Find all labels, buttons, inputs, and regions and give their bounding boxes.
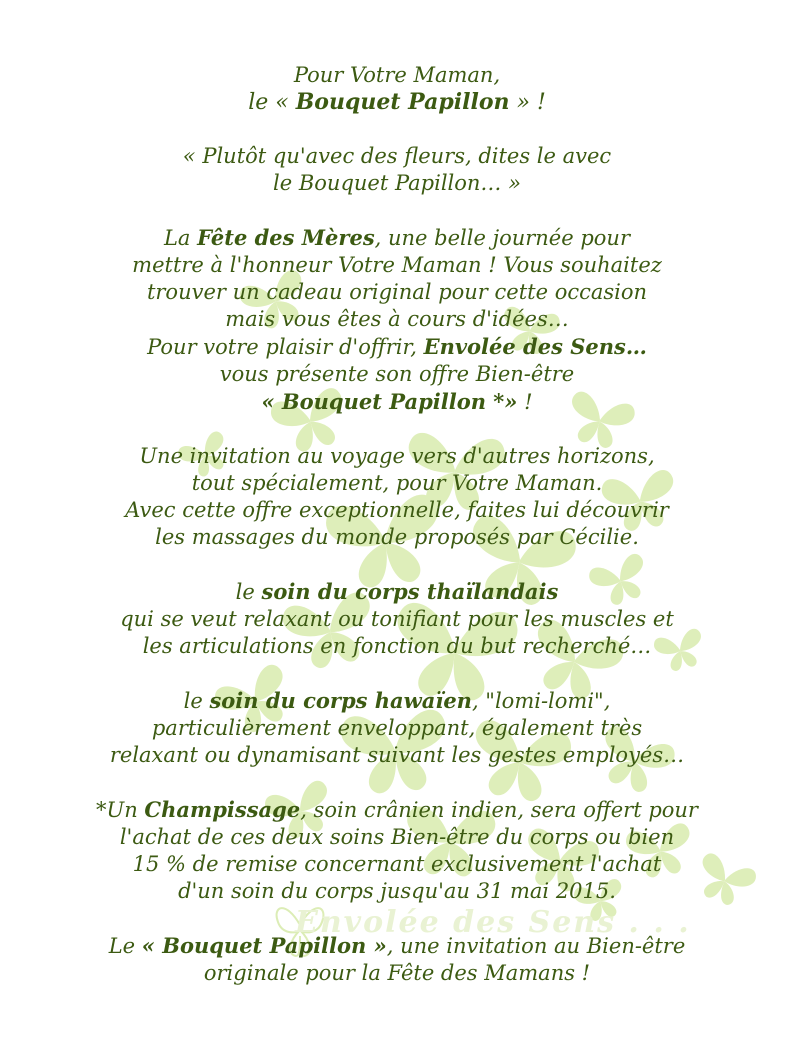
title-bouquet-papillon: Bouquet Papillon (295, 89, 510, 115)
closing-offer-name: « Bouquet Papillon » (141, 933, 387, 958)
intro-prefix: La (163, 226, 198, 250)
intro-line-5 (0, 333, 794, 361)
brand-name: Envolée des Sens… (423, 334, 647, 359)
invitation-line-4: les massages du monde proposés par Cécilie. (155, 525, 639, 549)
offer-suffix: , soin crânien indien, sera offert pour (300, 798, 698, 822)
thai-massage-name: soin du corps thaïlandais (261, 579, 559, 604)
hawai-line-2: particulièrement enveloppant, également très (151, 716, 643, 740)
offer-line-2: l'achat de ces deux soins Bien-être du corps ou bien (119, 825, 675, 849)
thai-prefix: le (235, 580, 262, 604)
title-line-1: Pour Votre Maman, (293, 63, 501, 87)
closing-line-2: originale pour la Fête des Mamans ! (203, 961, 591, 985)
intro-suffix: , une belle journée pour (374, 226, 630, 250)
thai-line-3: les articulations en fonction du but recherché… (142, 634, 652, 658)
invitation-line-2: tout spécialement, pour Votre Maman. (191, 471, 603, 495)
hawai-line-1 (0, 687, 794, 715)
intro-line-1 (0, 224, 794, 252)
offer-line-1 (0, 796, 794, 824)
intro-line-6: vous présente son offre Bien-être (219, 362, 575, 386)
intro-offrir: Pour votre plaisir d'offrir, (147, 335, 424, 359)
offer-line-3: 15 % de remise concernant exclusivement l'achat (132, 852, 662, 876)
intro-line-4: mais vous êtes à cours d'idées… (225, 307, 569, 331)
offer-name: « Bouquet Papillon *» (261, 389, 518, 414)
hawai-line-3: relaxant ou dynamisant suivant les gestes employés… (109, 743, 685, 767)
offer-line-4: d'un soin du corps jusqu'au 31 mai 2015. (178, 879, 616, 903)
fete-des-meres: Fête des Mères (197, 225, 375, 250)
quote-line-2: le Bouquet Papillon… » (273, 171, 521, 195)
closing-prefix: Le (108, 934, 142, 958)
champissage: Champissage (144, 797, 301, 822)
hawai-suffix: , "lomi-lomi", (471, 689, 611, 713)
flyer-text (0, 62, 794, 987)
offer-prefix: *Un (96, 798, 145, 822)
closing-suffix: , une invitation au Bien-être (386, 934, 686, 958)
title-line-2 (0, 89, 794, 116)
thai-line-2: qui se veut relaxant ou tonifiant pour les muscles et (120, 607, 674, 631)
intro-line-7 (0, 388, 794, 416)
intro-line-2: mettre à l'honneur Votre Maman ! Vous souhaitez (132, 253, 662, 277)
intro-line-3: trouver un cadeau original pour cette occasion (146, 280, 648, 304)
offer-exclamation: ! (517, 390, 533, 414)
quote-line-1: « Plutôt qu'avec des fleurs, dites le avec (182, 144, 612, 168)
watermark-logo: Envolée des Sens . . . (295, 905, 691, 940)
title-prefix: le « (248, 90, 296, 115)
closing-line-1 (0, 932, 794, 960)
hawai-prefix: le (183, 689, 210, 713)
thai-line-1 (0, 578, 794, 606)
hawai-massage-name: soin du corps hawaïen (209, 688, 472, 713)
invitation-line-3: Avec cette offre exceptionnelle, faites lui découvrir (125, 498, 669, 522)
title-suffix: » ! (509, 90, 546, 115)
invitation-line-1: Une invitation au voyage vers d'autres horizons, (139, 444, 655, 468)
